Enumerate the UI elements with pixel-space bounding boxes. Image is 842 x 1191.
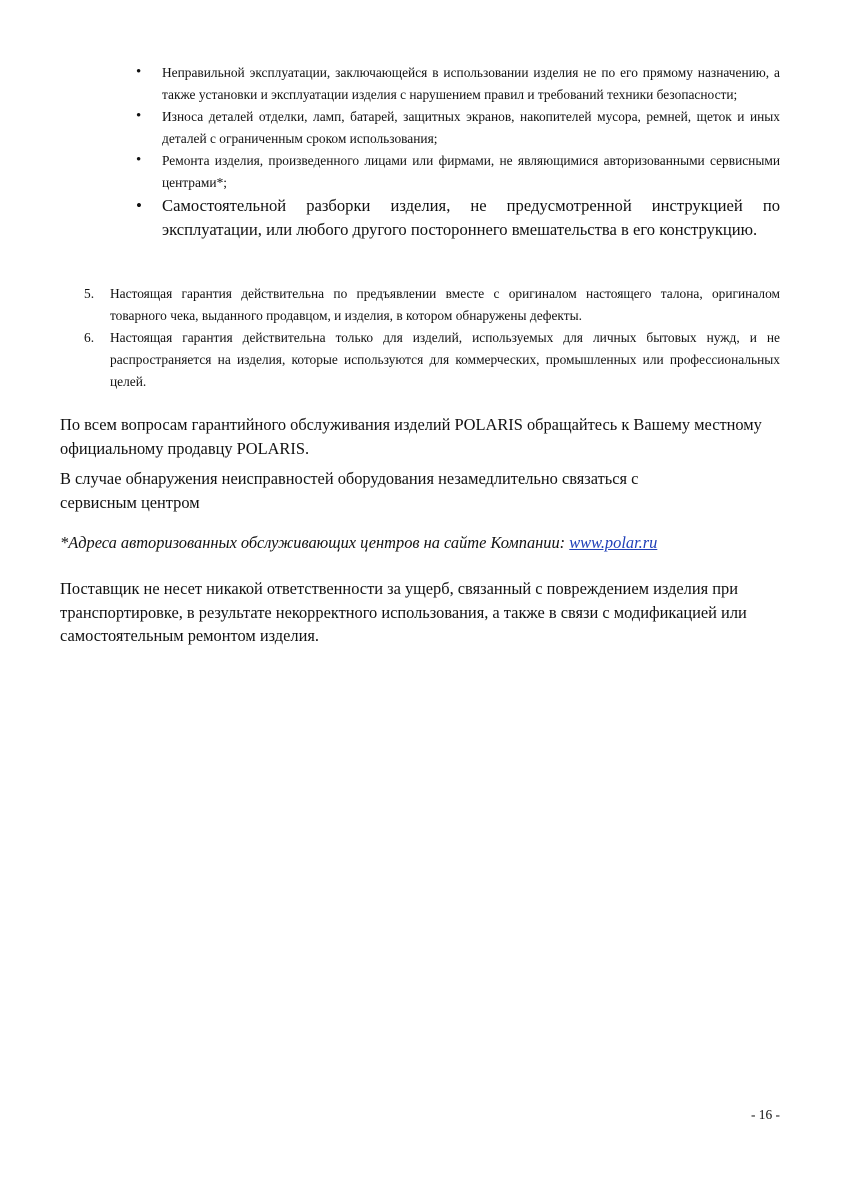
service-address-note — [60, 531, 782, 555]
list-item-text: Износа деталей отделки, ламп, батарей, защитных экранов, накопителей мусора, ремней, щеток и иных деталей с ограниченным сроком использования; — [162, 109, 780, 146]
list-item-text: Самостоятельной разборки изделия, не предусмотренной инструкцией по эксплуатации, или любого другого постороннего вмешательства в его конструкцию. — [162, 196, 780, 239]
list-item-text: Ремонта изделия, произведенного лицами или фирмами, не являющимися авторизованными сервисными центрами*; — [162, 153, 780, 190]
page-number: - 16 - — [750, 1107, 780, 1122]
liability-paragraph: Поставщик не несет никакой ответственности за ущерб, связанный с повреждением изделия при транспортировке, в результате некорректного использования, а также в связи с модификацией или самостоятельным ремонтом изделия. — [60, 579, 747, 645]
bullet-icon: • — [136, 152, 142, 168]
bullet-icon: • — [136, 108, 142, 124]
bullet-icon: • — [136, 64, 142, 80]
list-item — [132, 62, 780, 105]
list-item — [132, 106, 780, 149]
item-number: 6. — [84, 330, 95, 345]
list-item — [132, 150, 780, 193]
fault-paragraph: В случае обнаружения неисправностей оборудования незамедлительно связаться с сервисным центром — [60, 469, 639, 512]
list-item-text: Неправильной эксплуатации, заключающейся в использовании изделия не по его прямому назначению, а также установки и эксплуатации изделия с нарушением правил и требований техники безопасности; — [162, 65, 780, 102]
numbered-item-text: Настоящая гарантия действительна только для изделий, используемых для личных бытовых нужд, и не распространяется на изделия, которые используются для коммерческих, промышленных или профессиональных целей. — [110, 330, 780, 389]
numbered-item-text: Настоящая гарантия действительна по предъявлении вместе с оригиналом настоящего талона, оригиналом товарного чека, выданного продавцом, и изделия, в котором обнаружены дефекты. — [110, 286, 780, 323]
address-note-text: *Адреса авторизованных обслуживающих центров на сайте Компании: — [60, 533, 570, 552]
warranty-exclusions-list — [132, 62, 780, 243]
website-link[interactable]: www.polar.ru — [569, 533, 658, 552]
bullet-icon: • — [136, 196, 142, 215]
warranty-conditions-list — [80, 283, 780, 393]
item-number: 5. — [84, 286, 95, 301]
numbered-item — [80, 327, 780, 393]
numbered-item — [80, 283, 780, 327]
contact-paragraph: По всем вопросам гарантийного обслуживания изделий POLARIS обращайтесь к Вашему местному официальному продавцу POLARIS. — [60, 415, 762, 458]
list-item — [132, 194, 780, 242]
